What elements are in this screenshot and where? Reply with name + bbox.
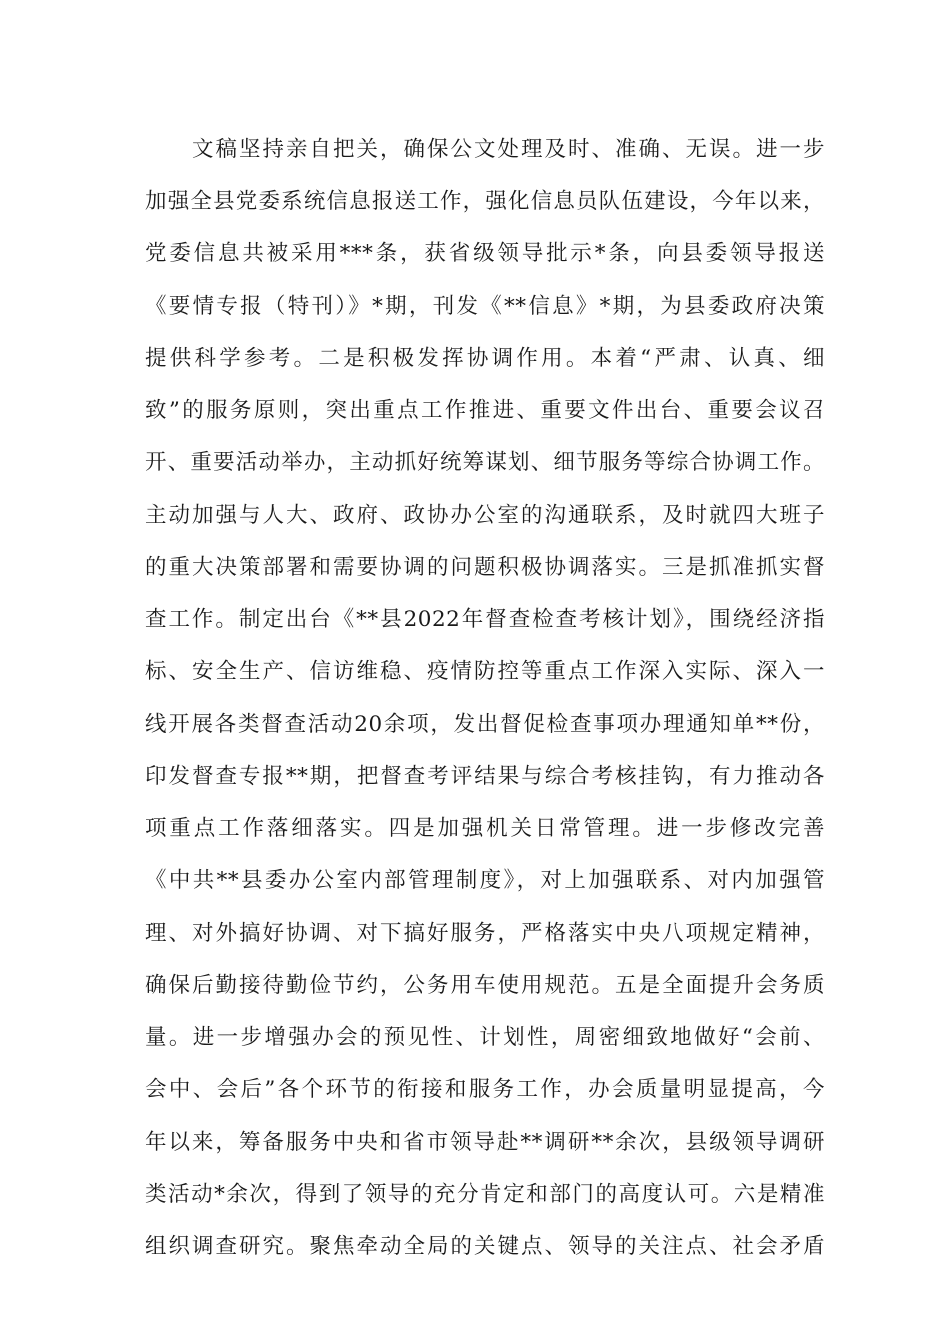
- text-line: 开、重要活动举办，主动抓好统筹谋划、细节服务等综合协调工作。: [145, 450, 825, 475]
- text-line: 量。进一步增强办会的预见性、计划性，周密细致地做好“会前、: [145, 1025, 825, 1050]
- text-line: 会中、会后”各个环节的衔接和服务工作，办会质量明显提高，今: [145, 1077, 825, 1102]
- text-line: 项重点工作落细落实。四是加强机关日常管理。进一步修改完善: [145, 816, 825, 841]
- text-line: 党委信息共被采用***条，获省级领导批示*条，向县委领导报送: [145, 241, 825, 266]
- text-line: 加强全县党委系统信息报送工作，强化信息员队伍建设，今年以来，: [145, 189, 825, 214]
- text-line: 印发督查专报**期，把督查考评结果与综合考核挂钩，有力推动各: [145, 764, 825, 789]
- text-line: 提供科学参考。二是积极发挥协调作用。本着“严肃、认真、细: [145, 346, 825, 371]
- text-line: 《中共**县委办公室内部管理制度》，对上加强联系、对内加强管: [145, 868, 825, 893]
- text-line: 标、安全生产、信访维稳、疫情防控等重点工作深入实际、深入一: [145, 659, 825, 684]
- text-line: 类活动*余次，得到了领导的充分肯定和部门的高度认可。六是精准: [145, 1182, 825, 1207]
- text-line: 线开展各类督查活动20余项，发出督促检查事项办理通知单**份，: [145, 712, 825, 737]
- text-line: 《要情专报（特刊）》*期，刊发《**信息》*期，为县委政府决策: [145, 294, 825, 319]
- text-line: 理、对外搞好协调、对下搞好服务，严格落实中央八项规定精神，: [145, 921, 825, 946]
- text-line: 组织调查研究。聚焦牵动全局的关键点、领导的关注点、社会矛盾: [145, 1234, 825, 1259]
- text-line: 查工作。制定出台《**县2022年督查检查考核计划》，围绕经济指: [145, 607, 825, 632]
- text-line: 致”的服务原则，突出重点工作推进、重要文件出台、重要会议召: [145, 398, 825, 423]
- text-line: 年以来，筹备服务中央和省市领导赴**调研**余次，县级领导调研: [145, 1130, 825, 1155]
- text-line: 确保后勤接待勤俭节约，公务用车使用规范。五是全面提升会务质: [145, 973, 825, 998]
- text-line: 文稿坚持亲自把关，确保公文处理及时、准确、无误。进一步: [192, 137, 825, 162]
- text-line: 主动加强与人大、政府、政协办公室的沟通联系，及时就四大班子: [145, 503, 825, 528]
- text-line: 的重大决策部署和需要协调的问题积极协调落实。三是抓准抓实督: [145, 555, 825, 580]
